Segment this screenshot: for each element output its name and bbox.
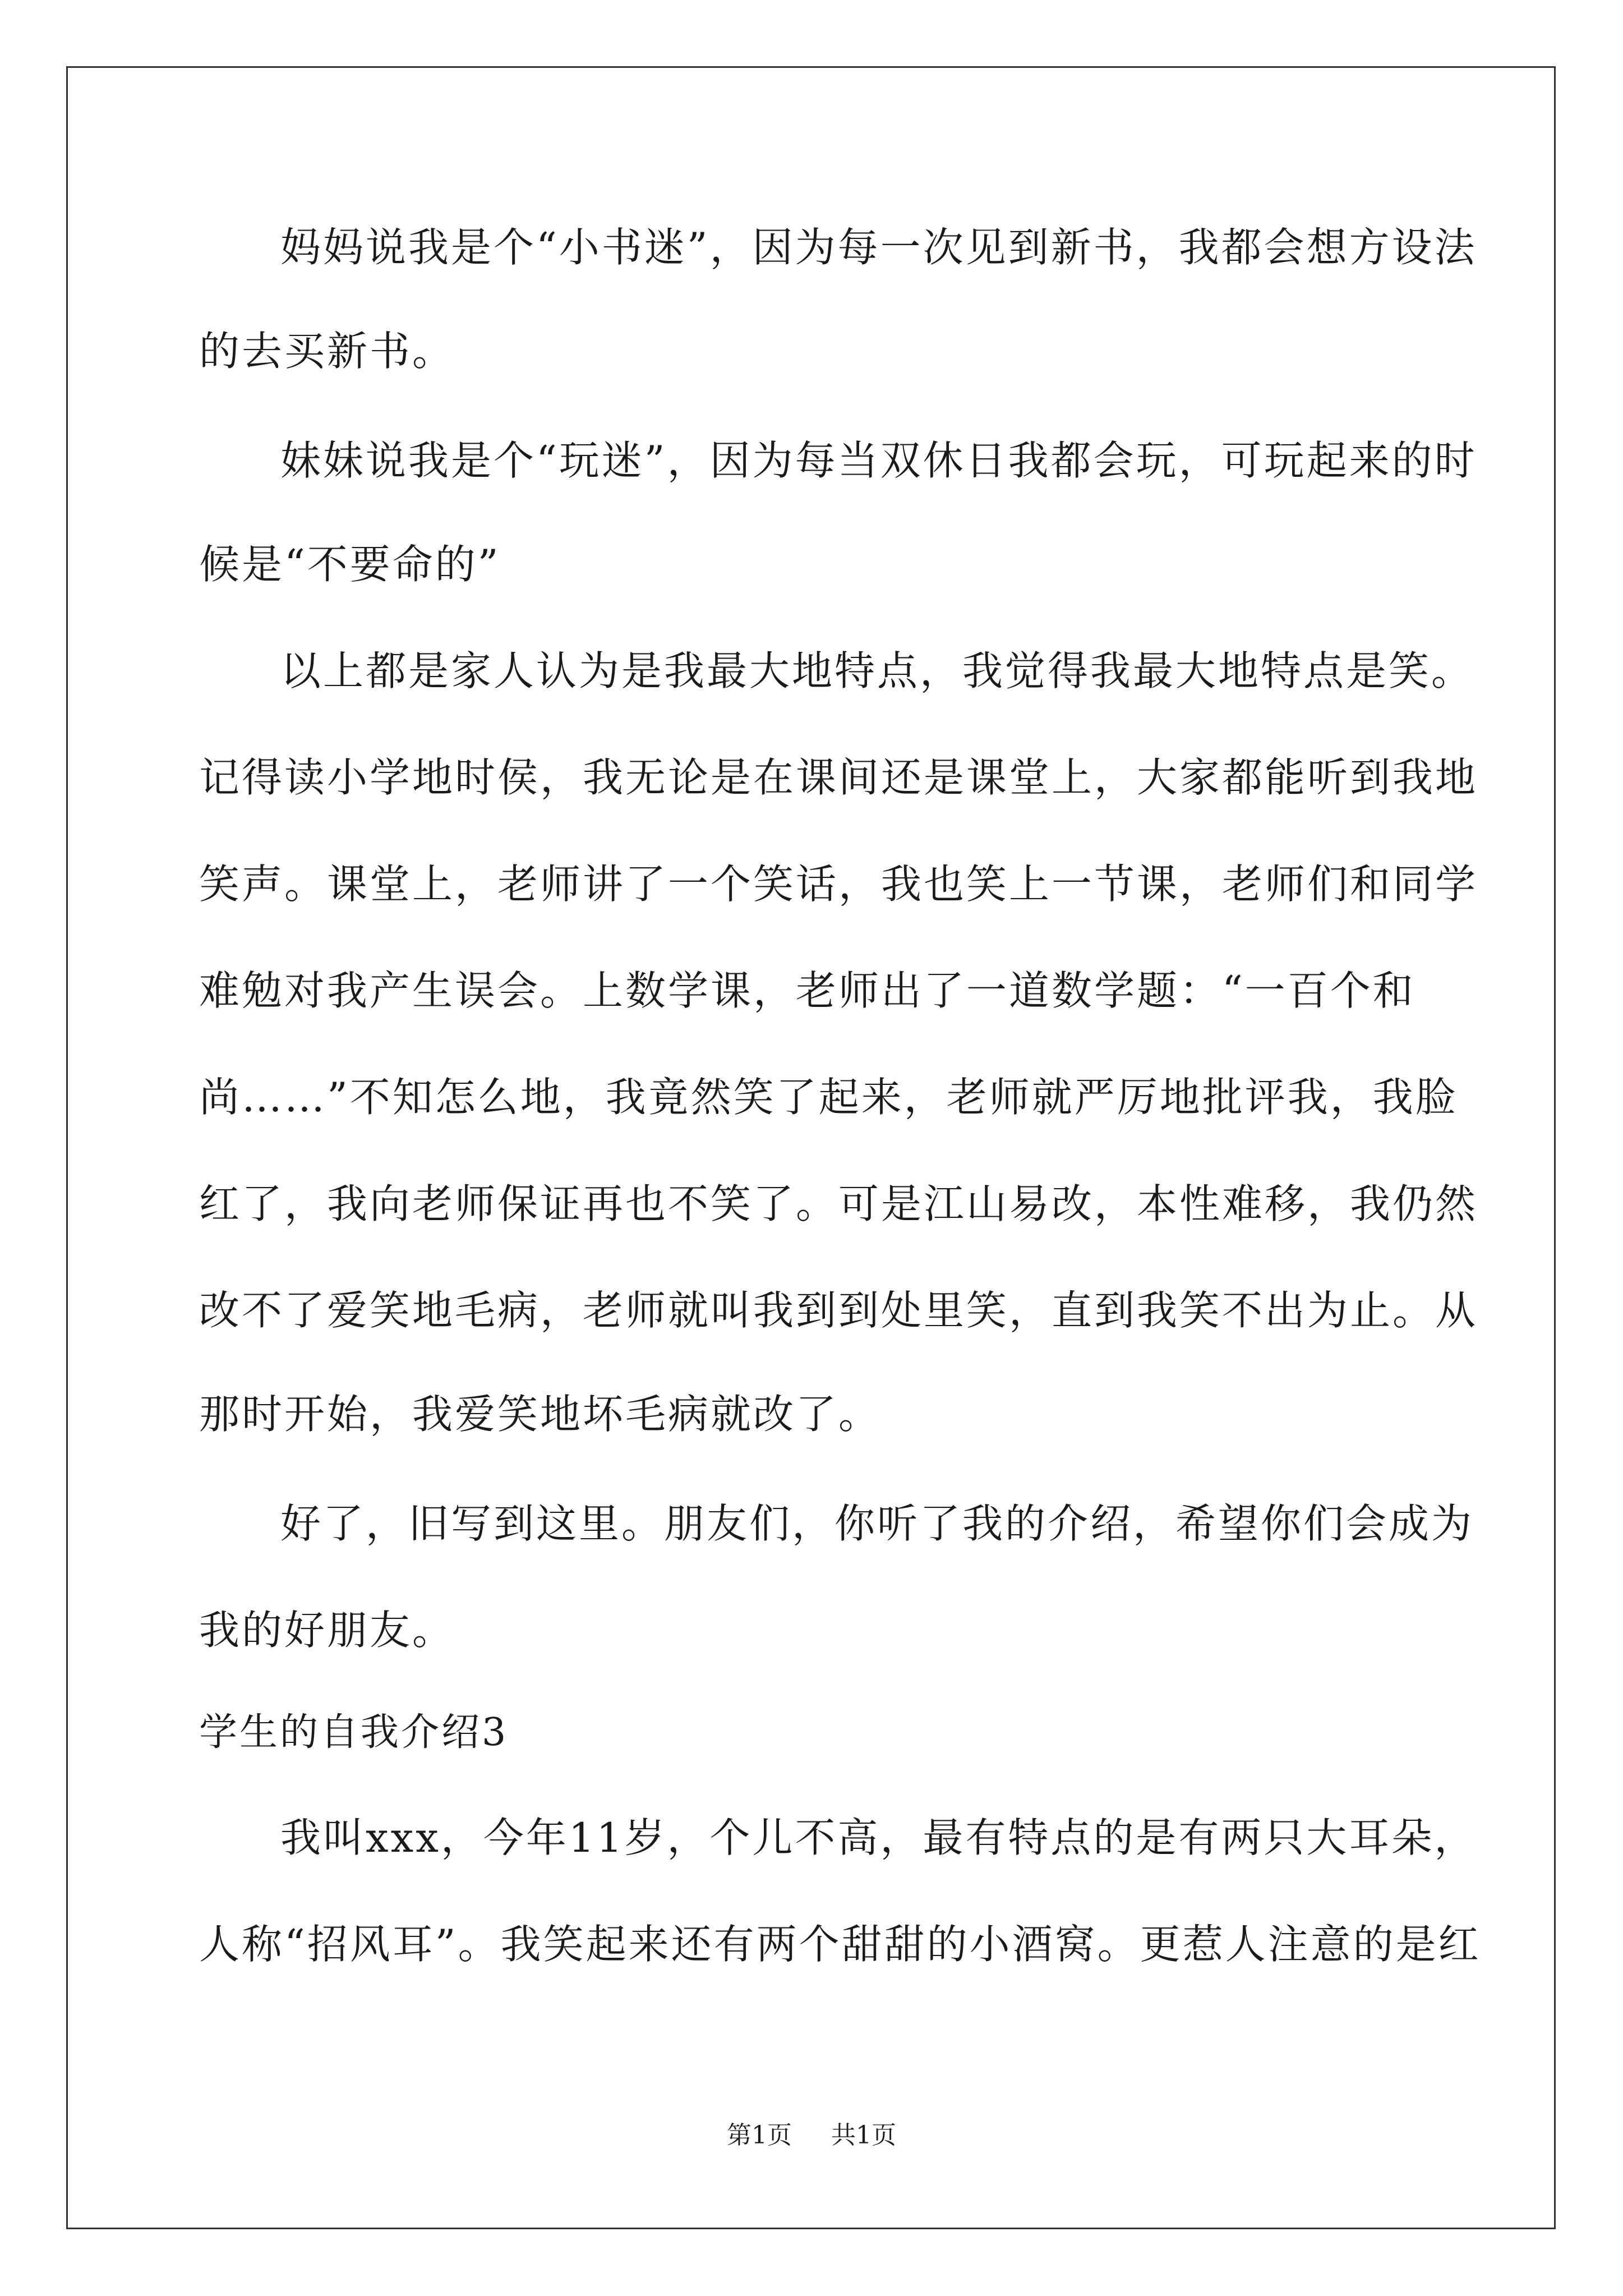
paragraph-1-line-2: 的去买新书。: [199, 328, 455, 375]
paragraph-2-line-2: 候是“不要命的”: [199, 541, 501, 588]
paragraph-3-line-7: 改不了爱笑地毛病，老师就叫我到到处里笑，直到我笑不出为止。从: [199, 1287, 1478, 1334]
paragraph-3-line-8: 那时开始，我爱笑地坏毛病就改了。: [199, 1391, 882, 1438]
paragraph-2-line-1: 妹妹说我是个“玩迷”，因为每当双休日我都会玩，可玩起来的时: [280, 437, 1477, 484]
paragraph-4-line-1: 好了，旧写到这里。朋友们，你听了我的介绍，希望你们会成为: [280, 1500, 1474, 1547]
page-current-label: 第1页: [727, 2121, 792, 2150]
section-heading: 学生的自我介绍3: [199, 1710, 509, 1755]
paragraph-3-line-6: 红了，我向老师保证再也不笑了。可是江山易改，本性难移，我仍然: [199, 1180, 1478, 1227]
paragraph-3-line-1: 以上都是家人认为是我最大地特点，我觉得我最大地特点是笑。: [280, 647, 1474, 694]
paragraph-3-line-4: 难勉对我产生误会。上数学课，老师出了一道数学题：“一百个和: [199, 967, 1415, 1014]
page-footer: [0, 2123, 1623, 2148]
page-total-label: 共1页: [831, 2121, 896, 2150]
paragraph-4-line-2: 我的好朋友。: [199, 1607, 455, 1654]
paragraph-5-line-1: 我叫xxx，今年11岁，个儿不高，最有特点的是有两只大耳朵，: [280, 1814, 1477, 1861]
paragraph-3-line-2: 记得读小学地时侯，我无论是在课间还是课堂上，大家都能听到我地: [199, 754, 1478, 801]
paragraph-3-line-3: 笑声。课堂上，老师讲了一个笑话，我也笑上一节课，老师们和同学: [199, 861, 1478, 908]
paragraph-5-line-2: 人称“招风耳”。我笑起来还有两个甜甜的小酒窝。更惹人注意的是红: [199, 1921, 1481, 1968]
page-border: [66, 66, 1556, 2229]
paragraph-3-line-5: 尚……”不知怎么地，我竟然笑了起来，老师就严厉地批评我，我脸: [199, 1074, 1458, 1121]
paragraph-1-line-1: 妈妈说我是个“小书迷”，因为每一次见到新书，我都会想方设法: [280, 224, 1477, 271]
